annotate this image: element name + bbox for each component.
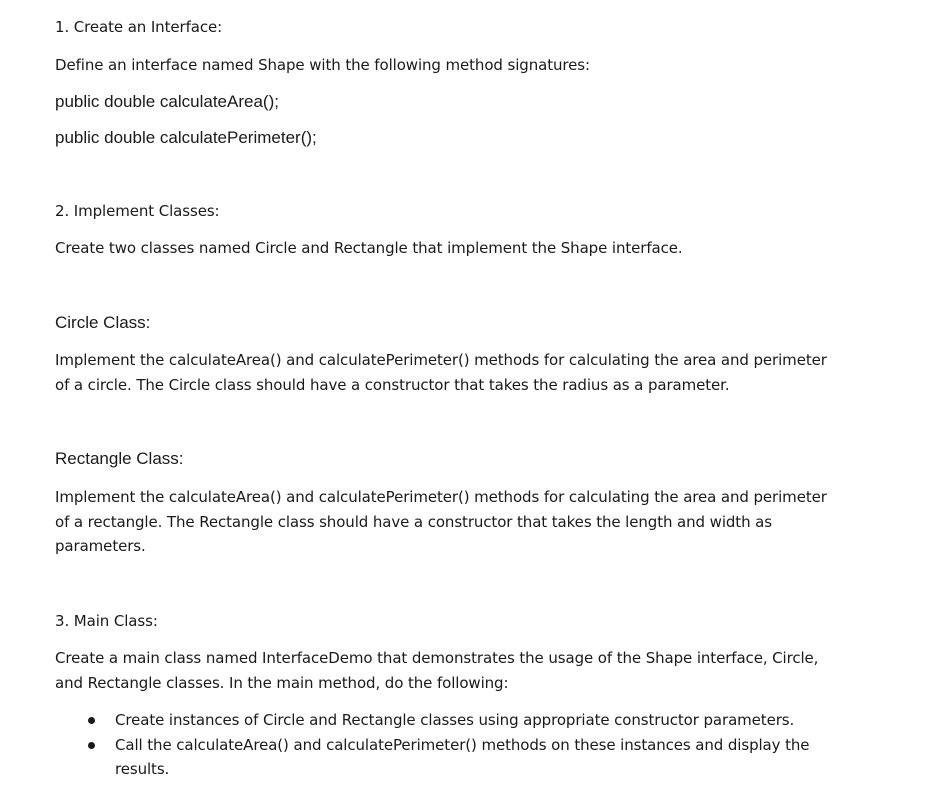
rectangle-class-description [55,485,827,559]
main-method-steps-list [55,708,809,782]
method-signature-area: public double calculateArea(); [55,92,279,111]
circle-class-description [55,348,827,397]
circle-desc-line-1: Implement the calculateArea() and calculatePerimeter() methods for calculating the area and perimeter [55,351,827,369]
list-item-line: Call the calculateArea() and calculatePerimeter() methods on these instances and display the [115,735,810,754]
list-item-line: Create instances of Circle and Rectangle classes using appropriate constructor parameters. [115,711,795,729]
section-3-description [55,646,818,695]
section-3-heading: 3. Main Class: [55,612,158,630]
circle-desc-line-2: of a circle. The Circle class should have a constructor that takes the radius as a parameter. [55,375,730,394]
rectangle-class-heading: Rectangle Class: [55,449,184,468]
rectangle-desc-line-1: Implement the calculateArea() and calculatePerimeter() methods for calculating the area and perimeter [55,488,827,506]
bullet-icon [88,742,95,749]
section-2-heading: 2. Implement Classes: [55,202,220,220]
rectangle-desc-line-2: of a rectangle. The Rectangle class should have a constructor that takes the length and width as [55,512,772,531]
section-3-line-1: Create a main class named InterfaceDemo that demonstrates the usage of the Shape interface, Circle, [55,649,819,667]
section-1-intro: Define an interface named Shape with the following method signatures: [55,56,590,74]
rectangle-desc-line-3: parameters. [55,537,146,555]
list-item [55,708,809,733]
section-3-line-2: and Rectangle classes. In the main method, do the following: [55,673,509,692]
section-1-heading: 1. Create an Interface: [55,18,223,36]
method-signature-perimeter: public double calculatePerimeter(); [55,128,317,147]
list-item [55,733,809,782]
section-2-intro: Create two classes named Circle and Rectangle that implement the Shape interface. [55,239,683,257]
circle-class-heading: Circle Class: [55,313,151,332]
list-item-line: results. [115,760,170,778]
bullet-icon [88,717,95,724]
